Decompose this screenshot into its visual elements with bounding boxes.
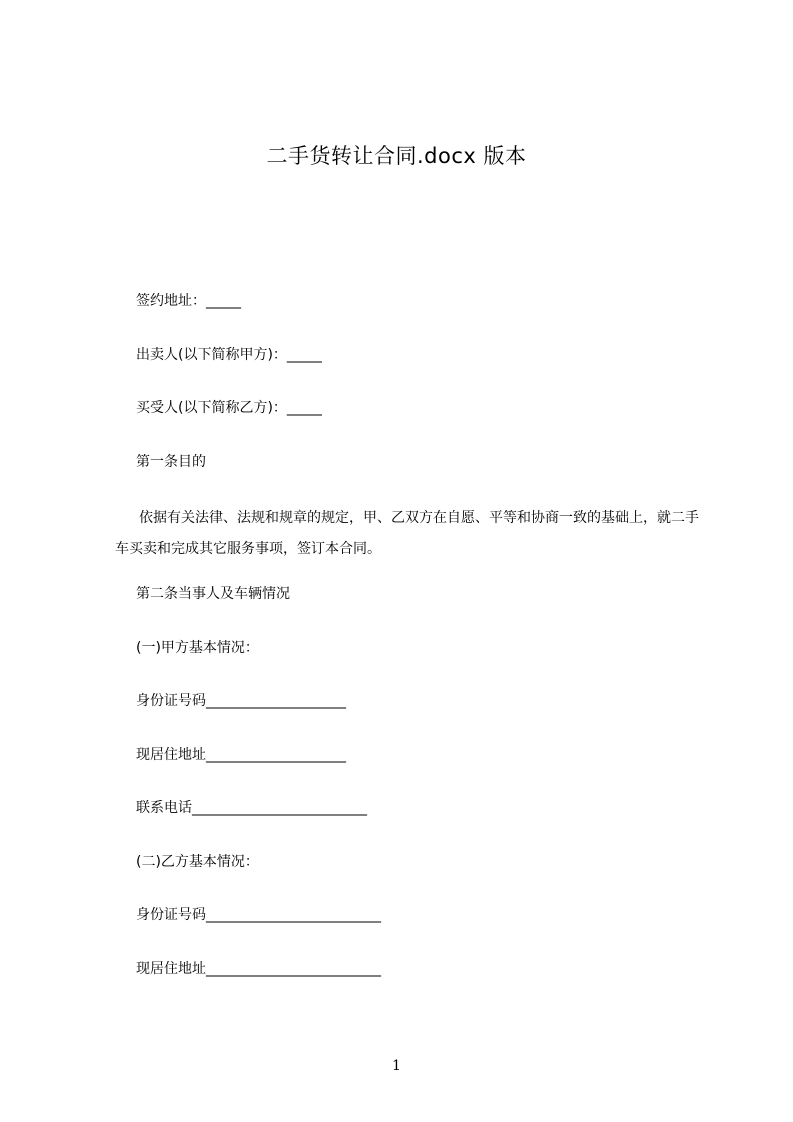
party-b-address-line: 现居住地址_________________________ — [136, 961, 381, 977]
page-number: 1 — [392, 1058, 401, 1074]
party-a-info-heading: (一)甲方基本情况： — [136, 640, 259, 656]
party-a-id-line: 身份证号码____________________ — [136, 693, 346, 709]
party-a-phone-line: 联系电话_________________________ — [136, 800, 367, 816]
document-title: 二手货转让合同.docx 版本 — [266, 144, 527, 168]
party-b-id-line: 身份证号码_________________________ — [136, 907, 381, 923]
signing-address-line: 签约地址：_____ — [136, 293, 241, 309]
purpose-paragraph: 依据有关法律、法规和规章的规定，甲、乙双方在自愿、平等和协商一致的基础上，就二手车买卖和完成其它服务事项，签订本合同。 — [115, 510, 699, 557]
article-2-heading: 第二条当事人及车辆情况 — [136, 586, 290, 602]
seller-line: 出卖人(以下简称甲方)：_____ — [136, 347, 322, 363]
buyer-line: 买受人(以下简称乙方)：_____ — [136, 400, 322, 416]
party-b-info-heading: (二)乙方基本情况： — [136, 854, 259, 870]
article-1-heading: 第一条目的 — [136, 454, 206, 470]
party-a-address-line: 现居住地址____________________ — [136, 747, 346, 763]
